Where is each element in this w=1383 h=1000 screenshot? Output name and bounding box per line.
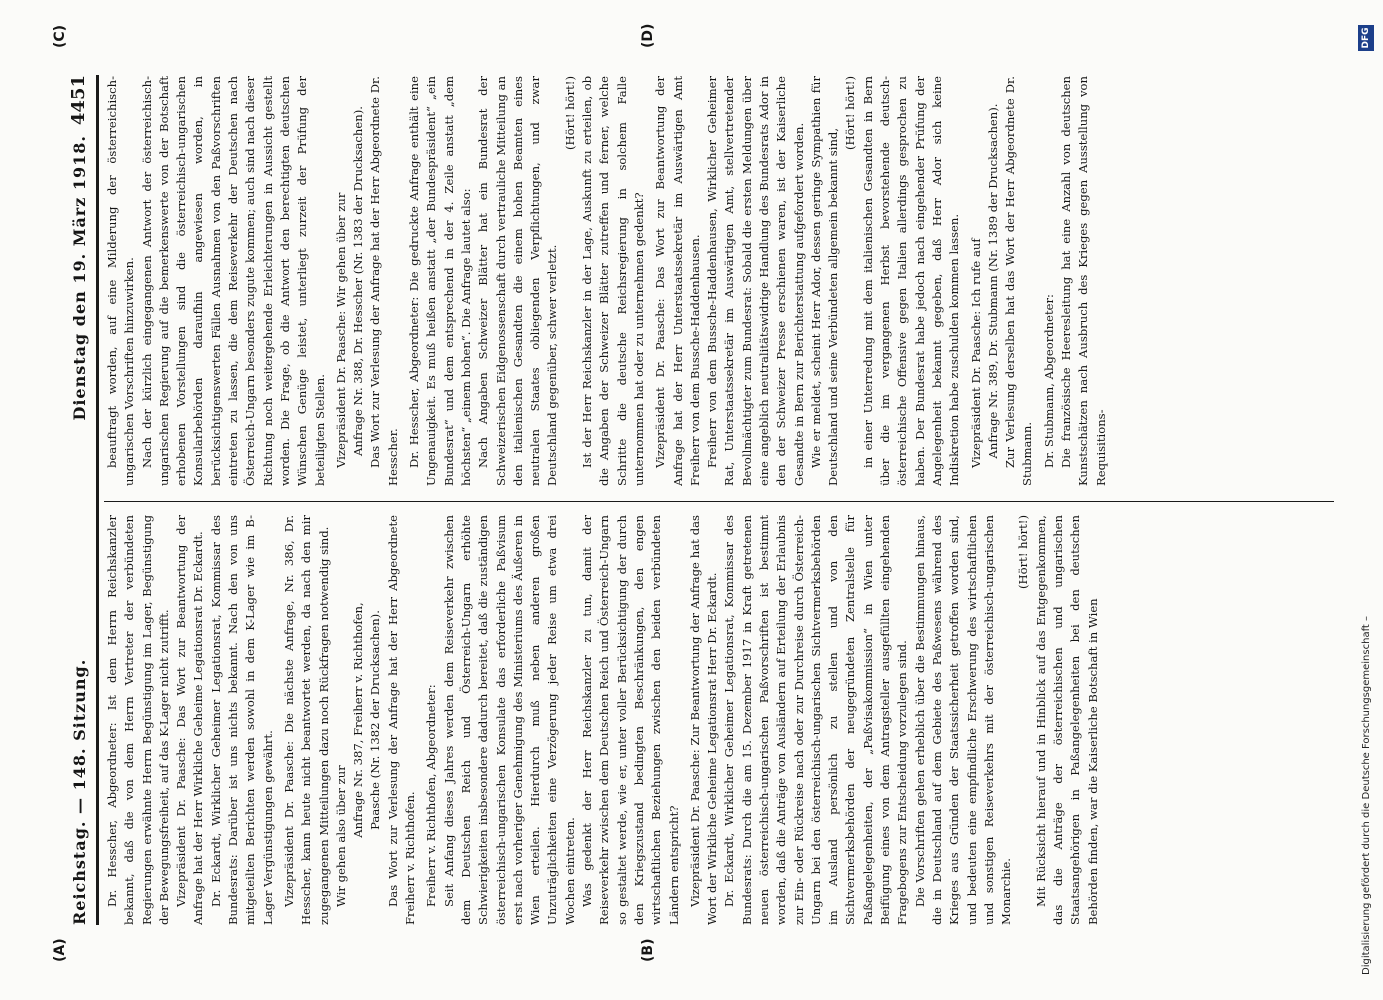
- footer-credit: Digitalisierung gefördert durch die Deutsche Forschungsgemeinschaft –: [1361, 615, 1372, 975]
- paragraph: Seit Anfang dieses Jahres werden dem Reiseverkehr zwischen dem Deutschen Reich und Österreich-Ungarn erhöhte Schwierigkeiten insbesondere dadurch bereitet, daß die zuständigen österreichisch-ungarischen Konsulate das erforderliche Paßvisum erst nach vorheriger Genehmigung des Ministeriums des Äußeren in Wien erteilen. Hierdurch muß neben anderen großen Unzuträglichkeiten eine Verzögerung jeder Reise um etwa drei Wochen eintreten.: [441, 515, 577, 925]
- paragraph: Anfrage Nr. 388, Dr. Hesscher (Nr. 1383 der Drucksachen).: [351, 106, 366, 456]
- paragraph: in einer Unterredung mit dem italienischen Gesandten in Bern über die im vergangenen Herbst bevorstehende deutsch-österreichische Offensive gegen Italien allerdings gesprochen zu haben. Der Bundesrat habe jedoch nach eingehender Prüfung der Angelegenheit bekannt gegeben, daß Herr Ador sich keine Indiskretion habe zuschulden kommen lassen.: [860, 76, 962, 486]
- paragraph: beauftragt worden, auf eine Milderung der österreichisch-ungarischen Vorschriften hinzuwirken.: [105, 76, 137, 486]
- right-text-column: [104, 76, 1332, 486]
- margin-mark-a: (A): [52, 938, 68, 962]
- margin-mark-d: (D): [640, 23, 656, 48]
- paragraph: Wie er meldet, scheint Herr Ador, dessen geringe Sympathien für Deutschland und seine Verbündeten allgemein bekannt sind,: [808, 76, 841, 486]
- paragraph: Vizepräsident Dr. Paasche: Das Wort zur Beantwortung der Anfrage hat der Herr Wirkliche Geheime Legationsrat Dr. Eckardt.: [174, 515, 206, 925]
- paragraph: Wir gehen also über zur: [333, 765, 348, 907]
- paragraph: Nach Angaben Schweizer Blätter hat ein Bundesrat der Schweizerischen Eidgenossenschaft durch vertrauliche Mitteilung an den italienischen Gesandten die einem hohen Beamten eines neutralen Staates obliegenden Verpflichtungen, und zwar Deutschland gegenüber, schwer verletzt.: [476, 76, 560, 486]
- margin-mark-b: (B): [640, 938, 656, 962]
- paragraph: Freiherr v. Richthofen, Abgeordneter:: [424, 684, 439, 907]
- paragraph: Dr. Stubmann, Abgeordneter:: [1041, 294, 1056, 468]
- header-rule: [96, 75, 99, 925]
- paragraph: Vizepräsident Dr. Paasche: Die nächste Anfrage, Nr. 386, Dr. Hesscher, kann heute nicht beantwortet werden, da nach den mir zugegangenen Mitteilungen dazu noch Rückfragen notwendig sind.: [281, 515, 331, 925]
- paragraph: Dr. Eckardt, Wirklicher Geheimer Legationsrat, Kommissar des Bundesrats: Durch die am 15. Dezember 1917 in Kraft getretenen neuen österreichisch-ungarischen Paßvorschriften ist bestimmt worden, daß die Anträge von Ausländern auf Erteilung der Erlaubnis zur Ein- oder Rückreise nach oder zur Durchreise durch Österreich-Ungarn bei den österreichisch-ungarischen Sichtvermerksbehörden im Ausland persönlich zu stellen und von den Sichtvermerksbehörden der neugegründeten Zentralstelle für Paßangelegenheiten, der „Paßvisakommission“ in Wien unter Beifügung eines von dem Antragsteller ausgefüllten eingehenden Fragebogens zur Entscheidung vorzulegen sind.: [722, 515, 910, 925]
- paragraph: Ist der Herr Reichskanzler in der Lage, Auskunft zu erteilen, ob die Angaben der Schweizer Blätter zutreffen und ferner, welche Schritte die deutsche Reichsregierung in solchem Falle unternommen hat oder zu unternehmen gedenkt?: [580, 76, 646, 486]
- paragraph: Dr. Hesscher, Abgeordneter: Ist dem Herrn Reichskanzler bekannt, daß die von dem Herrn Vertreter der verbündeten Regierungen erwähnte Herrn Begünstigung im Lager, Begünstigung der Bewegungsfreiheit, auf das K-Lager nicht zutrifft.: [105, 515, 171, 925]
- paragraph: Anfrage Nr. 389, Dr. Stubmann (Nr. 1389 der Drucksachen).: [985, 103, 1000, 459]
- left-text-column: [104, 515, 1332, 925]
- paragraph: Nach der kürzlich eingegangenen Antwort der österreichisch-ungarischen Regierung auf die bemerkenswerte von der Botschaft erhobenen Vorstellungen sind die österreichisch-ungarischen Konsularbehörden daraufhin angewiesen worden, in berücksichtigenswerten Fällen Ausnahmen von den Paßvorschriften eintreten zu lassen, die dem Reiseverkehr der Deutschen nach Österreich-Ungarn besonders zugute kommen; auch sind nach dieser Richtung noch weitergehende Erleichterungen in Aussicht gestellt worden. Die Frage, ob die Antwort den berechtigten deutschen Wünschen Genüge leistet, unterliegt zurzeit der Prüfung der beteiligten Stellen.: [139, 76, 327, 486]
- paragraph: Dr. Hesscher, Abgeordneter: Die gedruckte Anfrage enthält eine Ungenauigkeit. Es muß heißen anstatt „der Bundespräsident“ „ein Bundesrat“ und dem entsprechend in der 4. Zeile anstatt „dem höchsten“ „einem hohen“. Die Anfrage lautet also:: [407, 76, 473, 486]
- paragraph: (Hört! hört!): [1016, 515, 1031, 589]
- paragraph: Die französische Heeresleitung hat eine Anzahl von deutschen Kunstschätzen nach Ausbruch des Krieges gegen Ausstellung von Requisitions-: [1059, 76, 1108, 486]
- paragraph: Vizepräsident Dr. Paasche: Ich rufe auf: [968, 238, 983, 468]
- paragraph: (Hört! hört!): [843, 76, 858, 150]
- page-number: 4451: [68, 75, 89, 126]
- paragraph: Vizepräsident Dr. Paasche: Das Wort zur Beantwortung der Anfrage hat der Herr Unterstaatssekretär im Auswärtigen Amt Freiherr von dem Bussche-Haddenhausen.: [653, 76, 702, 486]
- paragraph: Die Vorschriften gehen erheblich über die Bestimmungen hinaus, die in Deutschland auf dem Gebiete des Paßwesens während des Krieges aus Gründen der Staatssicherheit getroffen worden sind, und bedeuten eine empfindliche Erschwerung des wirtschaftlichen und sonstigen Reiseverkehrs mit der österreichisch-ungarischen Monarchie.: [912, 515, 1014, 925]
- header-session-title: Reichstag. — 148. Sitzung.: [70, 658, 89, 925]
- margin-mark-c: (C): [52, 24, 68, 48]
- page-header: [62, 75, 92, 925]
- dfg-logo: DFG: [1358, 25, 1374, 51]
- column-divider: [104, 501, 1334, 502]
- paragraph: Vizepräsident Dr. Paasche: Wir gehen über zur: [333, 192, 348, 468]
- paragraph: Mit Rücksicht hierauf und in Hinblick auf das Entgegenkommen, das die Anträge der österreichischen und ungarischen Staatsangehörigen in Paßangelegenheiten bei den deutschen Behörden finden, war die Kaiserliche Botschaft in Wien: [1033, 515, 1100, 925]
- digitization-footer: [1358, 25, 1378, 975]
- header-date: Dienstag den 19. März 1918.: [70, 135, 89, 421]
- paragraph: Anfrage Nr. 387, Freiherr v. Richthofen,: [351, 602, 366, 838]
- paragraph: Vizepräsident Dr. Paasche: Zur Beantwortung der Anfrage hat das Wort der Wirkliche Geheime Legationsrat Herr Dr. Eckardt.: [687, 515, 720, 925]
- paragraph: Freiherr von dem Bussche-Haddenhausen, Wirklicher Geheimer Rat, Unterstaatssekretär im Auswärtigen Amt, stellvertretender Bevollmächtigter zum Bundesrat: Sobald die ersten Meldungen über eine angeblich neutralitätswidrige Handlung des Bundesrats Ador in den der Schweizer Presse erschienen waren, ist der Kaiserliche Gesandte in Bern zur Berichterstattung aufgefordert worden.: [705, 76, 806, 486]
- paragraph: Zur Verlesung derselben hat das Wort der Herr Abgeordnete Dr. Stubmann.: [1003, 76, 1035, 486]
- paragraph: (Hört! hört!): [562, 76, 577, 150]
- paragraph: Paasche (Nr. 1382 der Drucksachen).: [368, 610, 383, 830]
- paragraph: Das Wort zur Verlesung der Anfrage hat der Herr Abgeordnete Freiherr v. Richthofen.: [385, 515, 418, 925]
- paragraph: Dr. Eckardt, Wirklicher Geheimer Legationsrat, Kommissar des Bundesrats: Darüber ist uns nichts bekannt. Nach den von uns mitgeteilten Berichten werden sowohl in dem K-Lager wie im B-Lager Vergünstigungen gewährt.: [208, 515, 275, 925]
- paragraph: Was gedenkt der Herr Reichskanzler zu tun, damit der Reiseverkehr zwischen dem Deutschen Reich und Österreich-Ungarn so gestaltet werde, wie er, unter voller Berücksichtigung der durch den Kriegszustand bedingten Beschränkungen, den engen wirtschaftlichen Beziehungen zwischen den beiden verbündeten Ländern entspricht?: [580, 515, 681, 925]
- paragraph: Das Wort zur Verlesung der Anfrage hat der Herr Abgeordnete Dr. Hesscher.: [368, 76, 400, 486]
